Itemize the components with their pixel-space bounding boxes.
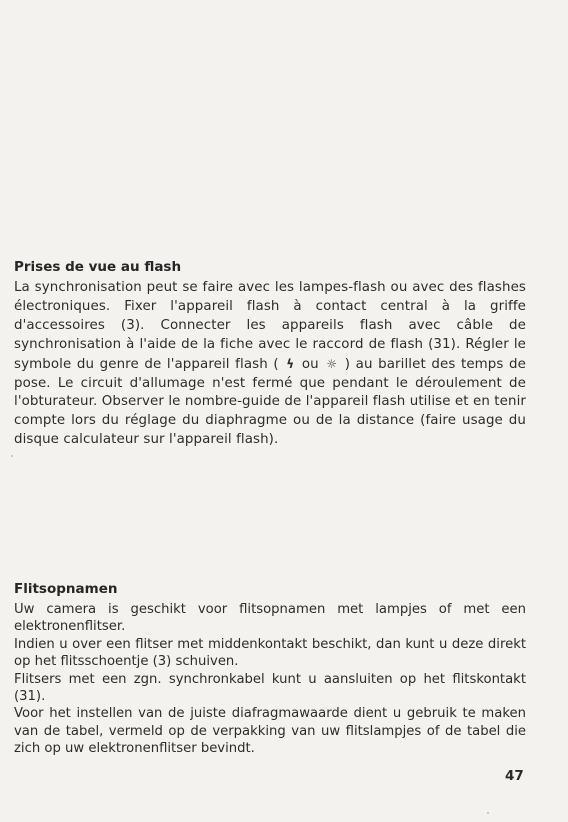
paragraph-french-part-a: La synchronisation peut se faire avec les lampes-flash ou avec des flashes électroniques. Fixer l'appareil flash à contact central à la griffe d'accessoires (3). Connecter les appareils flash avec câble de synchronisation à l'aide de la fiche avec le raccord de flash (31). Régler le symbole du genre de l'appareil flash ( xyxy=(14,280,526,372)
flash-bulb-icon: ☼ xyxy=(326,356,338,371)
paragraph-dutch-1: Uw camera is geschikt voor flitsopnamen met lampjes of met een elektronenflitser. xyxy=(14,602,526,635)
section-french xyxy=(14,258,526,450)
paper-speck xyxy=(487,812,489,814)
page-number: 47 xyxy=(505,768,524,784)
section-dutch xyxy=(14,580,526,758)
paper-speck xyxy=(11,455,13,457)
flash-bolt-icon: ϟ xyxy=(286,356,295,371)
heading-dutch: Flitsopnamen xyxy=(14,581,118,597)
heading-french: Prises de vue au flash xyxy=(14,259,182,275)
paragraph-french-part-b: ) au barillet des temps de pose. Le circuit d'allumage n'est fermé que pendant le déroulement de l'obturateur. Observer le nombre-guide de l'appareil flash utilise et en tenir compte lors du réglage du diaphragme ou de la distance (faire usage du disque calculateur sur l'appareil flash). xyxy=(14,356,527,448)
paragraph-dutch-4: Voor het instellen van de juiste diafragmawaarde dient u gebruik te maken van de tabel, vermeld op de verpakking van uw flitslampjes of de tabel die zich op uw elektronenflitser bevindt. xyxy=(14,706,526,757)
paragraph-dutch-3: Flitsers met een zgn. synchronkabel kunt u aansluiten op het flitskontakt (31). xyxy=(14,671,526,705)
paragraph-dutch-2: Indien u over een flitser met middenkontakt beschikt, dan kunt u deze direkt op het flitsschoentje (3) schuiven. xyxy=(14,636,526,670)
symbol-join: ou xyxy=(296,356,325,372)
paragraph-french xyxy=(14,279,526,450)
